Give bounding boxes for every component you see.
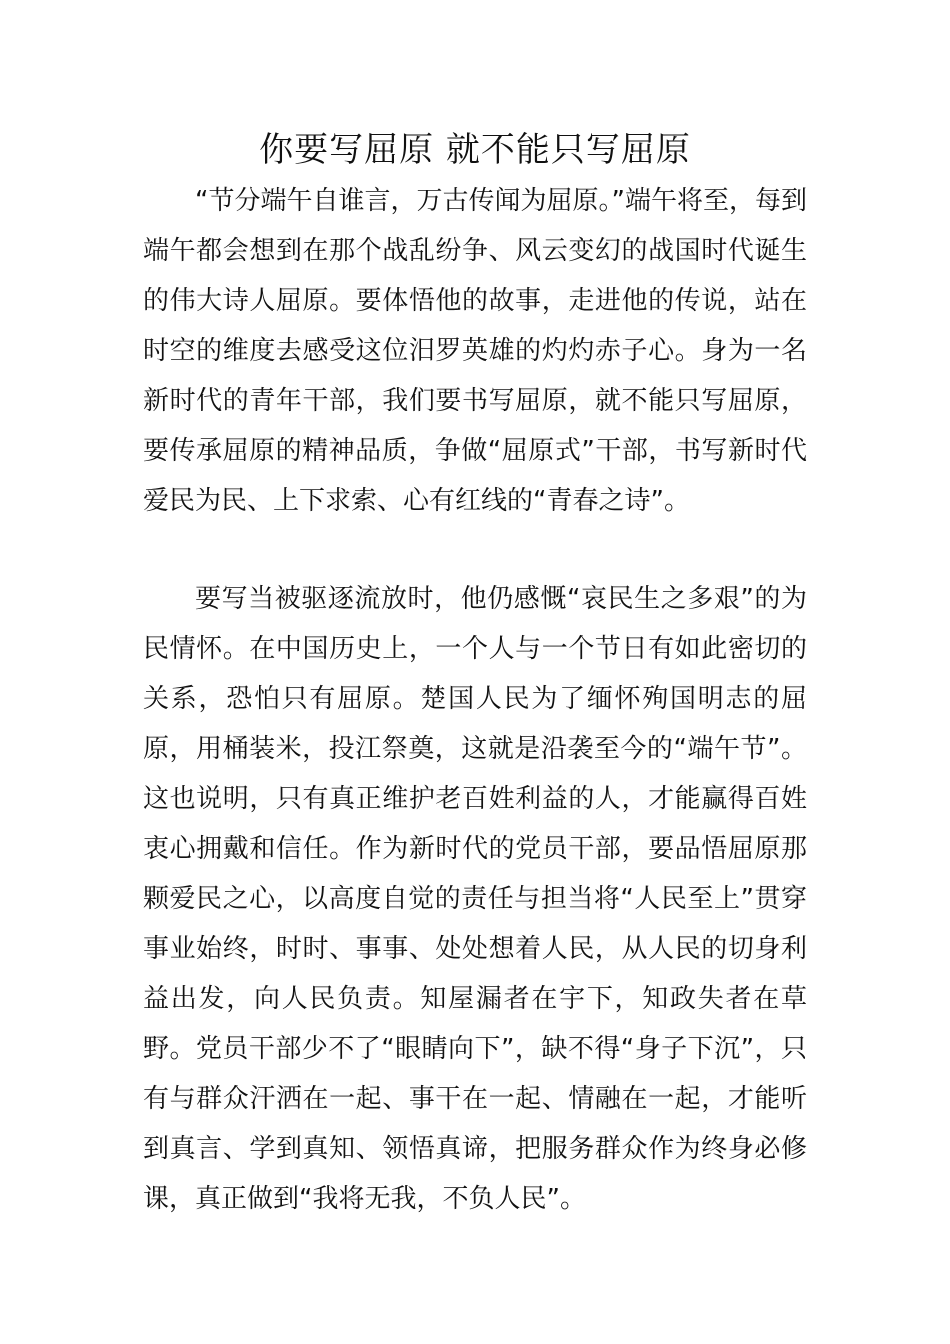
document-title: 你要写屈原 就不能只写屈原 <box>259 130 691 170</box>
paragraph-2: 要写当被驱逐流放时，他仍感慨“哀民生之多艰”的为民情怀。在中国历史上，一个人与一个节日有如此密切的关系，恐怕只有屈原。楚国人民为了缅怀殉国明志的屈原，用桶装米，投江祭奠，这就是沿袭至今的“端午节”。这也说明，只有真正维护老百姓利益的人，才能赢得百姓衷心拥戴和信任。作为新时代的党员干部，要品悟屈原那颗爱民之心，以高度自觉的责任与担当将“人民至上”贯穿事业始终，时时、事事、处处想着人民，从人民的切身利益出发，向人民负责。知屋漏者在宇下，知政失者在草野。党员干部少不了“眼睛向下”，缺不得“身子下沉”，只有与群众汗洒在一起、事干在一起、情融在一起，才能听到真言、学到真知、领悟真谛，把服务群众作为终身必修课，真正做到“我将无我，不负人民”。 <box>143 584 807 1214</box>
paragraph-1: “节分端午自谁言，万古传闻为屈原。”端午将至，每到端午都会想到在那个战乱纷争、风云变幻的战国时代诞生的伟大诗人屈原。要体悟他的故事，走进他的传说，站在时空的维度去感受这位汨罗英雄的灼灼赤子心。身为一名新时代的青年干部，我们要书写屈原，就不能只写屈原，要传承屈原的精神品质，争做“屈原式”干部，书写新时代爱民为民、上下求索、心有红线的“青春之诗”。 <box>143 186 807 516</box>
